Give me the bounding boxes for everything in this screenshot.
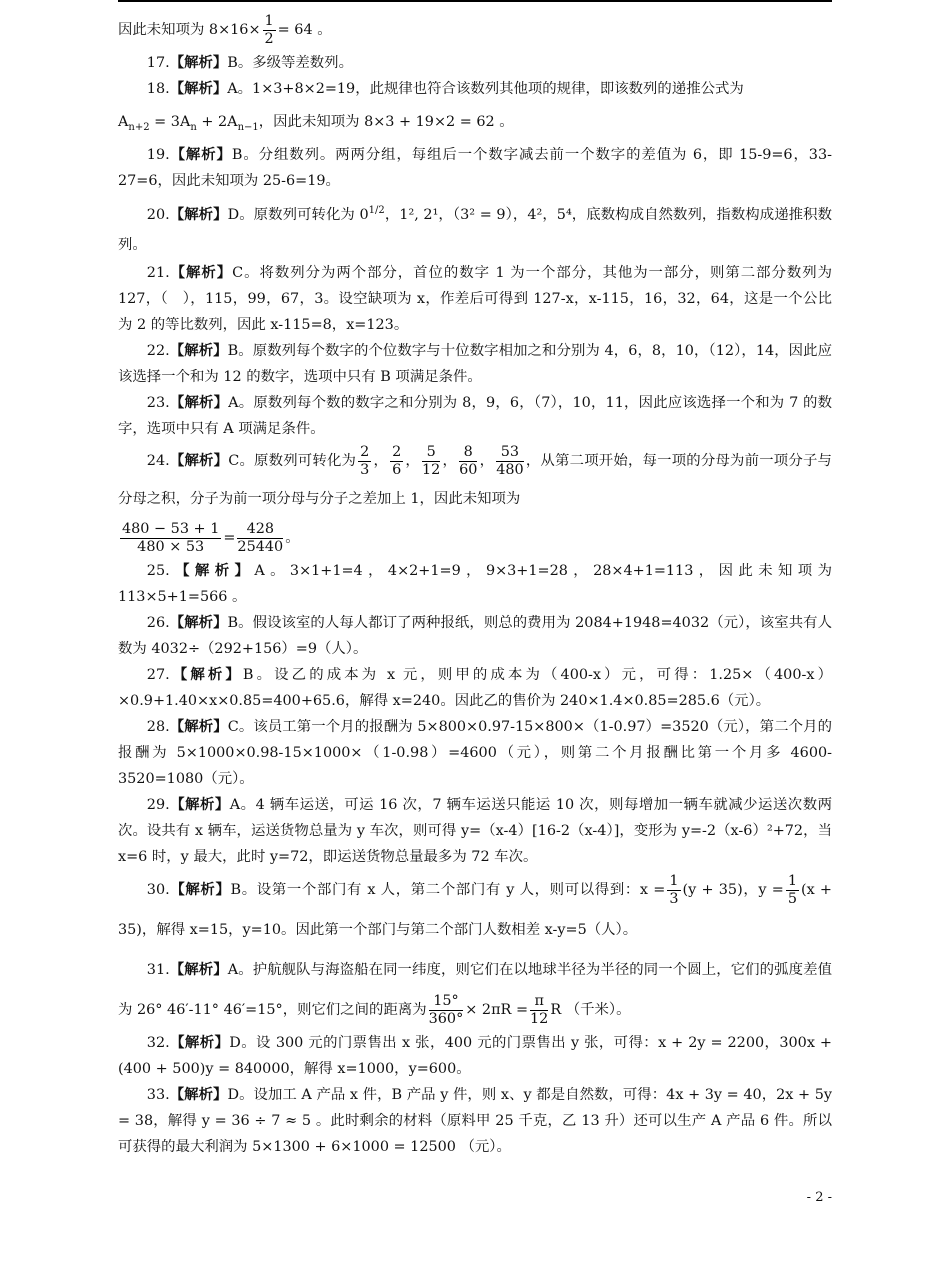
- denominator: 3: [669, 890, 679, 907]
- answer-21: [118, 260, 832, 338]
- answer-27: [118, 662, 832, 714]
- text: + 2A: [196, 114, 238, 130]
- fraction: [667, 873, 680, 908]
- text: =: [223, 530, 236, 546]
- exponent: 1/2: [368, 205, 385, 217]
- item-number: 33.: [146, 1087, 170, 1103]
- numerator: 480 − 53 + 1: [122, 520, 220, 537]
- answer-30: [118, 870, 832, 950]
- text: D。设加工 A 产品 x 件，B 产品 y 件，则 x、y 都是自然数，可得：4x + 3y = 40，2x + 5y = 38，解得 y = 36 ÷ 7 ≈ 5 。此时剩余的材料（原料甲 25 千克，乙 13 升）还可以生产 A 产品 6 件。所以可获得的最大利润为 5×1300 + 6×1000 = 12500 （元）。: [118, 1087, 832, 1155]
- text: A。1×3+8×2=19，此规律也符合该数列其他项的规律，即该数列的递推公式为: [227, 81, 744, 97]
- item-number: 19.: [146, 147, 170, 163]
- text: A。原数列每个数的数字之和分别为 8，9，6，（7），10，11，因此应该选择一个和为 7 的数字，选项中只有 A 项满足条件。: [118, 395, 832, 437]
- item-number: 20.: [146, 207, 170, 223]
- denominator: 5: [787, 890, 797, 907]
- item-number: 32.: [146, 1035, 170, 1051]
- fraction: [390, 444, 403, 479]
- answer-24: 24.【解析】C。原数列可转化为 $\frac{2}{3}$ ， $\frac{2}{6}$ ， $\frac{5}{12}$ ， $\frac{8}{60}$ ， $\frac{53}{480}$ ，从第二项开始，每一项的分母为前一项分子与分母之积，分子为前一项分母与分子之差加上 1，因此未知项为: [118, 443, 832, 507]
- item-number: 21.: [146, 265, 170, 281]
- denominator: 2: [264, 30, 274, 47]
- fraction: [422, 444, 440, 479]
- item-number: 28.: [146, 719, 170, 735]
- answer-24-result: [118, 518, 832, 558]
- item-number: 26.: [146, 615, 170, 631]
- denominator: 25440: [237, 538, 284, 555]
- answer-20: [118, 200, 832, 260]
- answer-page: [118, 10, 832, 1160]
- analysis-tag: 【解析】: [169, 264, 233, 281]
- answer-17: [118, 50, 832, 76]
- fraction: [237, 521, 283, 556]
- denominator: 360°: [428, 1010, 464, 1027]
- item-number: 24.: [146, 453, 170, 469]
- denominator: 6: [392, 461, 402, 478]
- text: 因此未知项为 8×16×: [118, 22, 261, 38]
- item-number: 25.: [146, 563, 170, 579]
- text: A。护航舰队与海盗船在同一纬度，则它们在以地球半径为半径的同一个圆上，它们的弧度差值为 26° 46′-11° 46′=15°，则它们之间的距离为: [118, 962, 832, 1018]
- text: = 3A: [149, 114, 191, 130]
- text: = 64 。: [277, 22, 332, 38]
- text: A: [118, 114, 129, 130]
- text: ，从第二项开始，每一项的分母为前一项分子与分母之积，分子为前一项分母与分子之差加上 1，因此未知项为: [118, 453, 832, 507]
- item-number: 27.: [146, 667, 170, 683]
- analysis-tag: 【解析】: [169, 342, 228, 359]
- answer-19: [118, 142, 832, 194]
- denominator: 480: [496, 461, 524, 478]
- answer-26: [118, 610, 832, 662]
- page-number: - 2 -: [806, 1190, 832, 1205]
- answer-16-tail: [118, 10, 832, 50]
- fraction: [459, 444, 477, 479]
- item-number: 22.: [146, 343, 170, 359]
- text: B。设乙的成本为 x 元，则甲的成本为（400-x）元，可得：1.25×（400-x）×0.9+1.40×x×0.85=400+65.6，解得 x=240。因此乙的售价为 240×1.4×0.85=285.6（元）。: [118, 667, 832, 709]
- numerator: 5: [422, 444, 440, 462]
- item-number: 30.: [146, 882, 170, 898]
- text: (y + 35)，: [682, 882, 759, 898]
- item-number: 31.: [146, 962, 170, 978]
- numerator: 428: [237, 521, 283, 539]
- text: B。设第一个部门有 x 人，第二个部门有 y 人，则可以得到：x =: [230, 882, 666, 898]
- analysis-tag: 【解析】: [169, 614, 228, 631]
- item-number: 23.: [146, 395, 170, 411]
- subscript: n: [190, 121, 197, 133]
- text: A。4 辆车运送，可运 16 次，7 辆车运送只能运 10 次，则每增加一辆车就减少运送次数两次。设共有 x 辆车，运送货物总量为 y 车次，则可得 y=（x-4）[16-2（x-4）]，变形为 y=-2（x-6）²+72，当 x=6 时，y 最大，此时 y=72，即运送货物总量最多为 72 车次。: [118, 797, 832, 865]
- analysis-tag: 【解析】: [169, 881, 231, 898]
- answer-29: [118, 792, 832, 870]
- analysis-tag: 【解析】: [169, 394, 229, 411]
- analysis-tag: 【解析】: [169, 80, 228, 97]
- text: D。原数列可转化为 0: [227, 207, 369, 223]
- text: ，因此未知项为 8×3 + 19×2 = 62 。: [258, 114, 514, 130]
- text: (x + 35)，解得 x=15，y=10。因此第一个部门与第二个部门人数相差 x-y=5（人）。: [118, 882, 832, 938]
- denominator: 12: [422, 461, 441, 478]
- text: B。原数列每个数字的个位数字与十位数字相加之和分别为 4，6，8，10，（12），14，因此应该选择一个和为 12 的数字，选项中只有 B 项满足条件。: [118, 343, 832, 385]
- denominator: 60: [459, 461, 478, 478]
- numerator: 1: [669, 872, 679, 889]
- answer-32: [118, 1030, 832, 1082]
- answer-25: [118, 558, 832, 610]
- fraction: [358, 444, 371, 479]
- answer-22: [118, 338, 832, 390]
- text: × 2πR =: [465, 1002, 529, 1018]
- fraction: [263, 13, 276, 48]
- item-number: 29.: [146, 797, 170, 813]
- text: B。分组数列。两两分组，每组后一个数字减去前一个数字的差值为 6，即 15-9=6，33-27=6，因此未知项为 25-6=19。: [118, 147, 832, 189]
- analysis-tag: 【解析】: [169, 796, 230, 813]
- item-number: 18.: [146, 81, 170, 97]
- numerator: 1: [264, 12, 274, 29]
- fraction: [786, 873, 799, 908]
- header-rule: [118, 0, 832, 2]
- numerator: 1: [787, 872, 797, 889]
- text: A。3×1+1=4，4×2+1=9，9×3+1=28，28×4+1=113，因此未知项为 113×5+1=566 。: [118, 563, 832, 605]
- text: B。多级等差数列。: [227, 55, 353, 71]
- denominator: 3: [360, 461, 370, 478]
- numerator: 8: [459, 444, 477, 462]
- numerator: 2: [360, 443, 370, 460]
- fraction: [496, 444, 523, 479]
- analysis-tag: 【解析】: [169, 666, 243, 683]
- analysis-tag: 【解析】: [169, 718, 228, 735]
- text: C。该员工第一个月的报酬为 5×800×0.97-15×800×（1-0.97）=3520（元），第二个月的报酬为 5×1000×0.98-15×1000×（1-0.98）=4600（元），则第二个月报酬比第一个月多 4600-3520=1080（元）。: [118, 719, 832, 787]
- answer-18-formula: [118, 102, 832, 142]
- answer-33: [118, 1082, 832, 1160]
- answer-28: [118, 714, 832, 792]
- fraction: [429, 993, 464, 1028]
- answer-18: [118, 76, 832, 102]
- analysis-tag: 【解析】: [169, 1086, 228, 1103]
- subscript: n+2: [128, 121, 150, 133]
- analysis-tag: 【解析】: [169, 146, 232, 163]
- text: C。将数列分为两个部分，首位的数字 1 为一个部分，其他为一部分，则第二部分数列为 127，（ ），115，99，67，3。设空缺项为 x，作差后可得到 127-x，x-115，16，32，64，这是一个公比为 2 的等比数列，因此 x-115=8，x=123。: [118, 265, 832, 333]
- numerator: 53: [496, 444, 523, 462]
- analysis-tag: 【解析】: [169, 54, 228, 71]
- text: 。: [285, 530, 300, 546]
- text: B。假设该室的人每人都订了两种报纸，则总的费用为 2084+1948=4032（元），该室共有人数为 4032÷（292+156）=9（人）。: [118, 615, 832, 657]
- text: C。原数列可转化为: [228, 453, 357, 469]
- item-number: 17.: [146, 55, 170, 71]
- fraction: [120, 521, 221, 556]
- text: y =: [758, 882, 784, 898]
- text: ，1², 2¹，（3² = 9），4²，5⁴，底数构成自然数列，指数构成递推积数列。: [118, 207, 832, 253]
- fraction: [530, 993, 548, 1028]
- text: D。设 300 元的门票售出 x 张，400 元的门票售出 y 张，可得：x + 2y = 2200，300x + (400 + 500)y = 840000，解得 x=1000，y=600。: [118, 1035, 832, 1077]
- text: R （千米）。: [550, 1002, 631, 1018]
- analysis-tag: 【解析】: [169, 562, 255, 579]
- answer-23: [118, 390, 832, 442]
- numerator: 15°: [429, 993, 464, 1011]
- numerator: 2: [392, 443, 402, 460]
- answer-31: [118, 950, 832, 1030]
- numerator: π: [530, 993, 548, 1011]
- analysis-tag: 【解析】: [169, 1034, 230, 1051]
- analysis-tag: 【解析】: [169, 961, 228, 978]
- denominator: 12: [530, 1010, 549, 1027]
- denominator: 480 × 53: [137, 538, 205, 555]
- subscript: n−1: [237, 121, 259, 133]
- analysis-tag: 【解析】: [169, 206, 228, 223]
- analysis-tag: 【解析】: [169, 452, 229, 469]
